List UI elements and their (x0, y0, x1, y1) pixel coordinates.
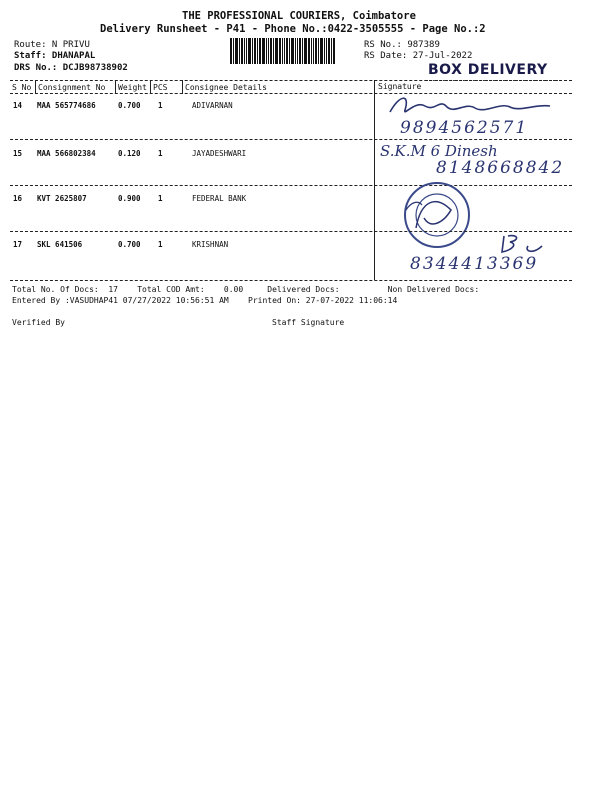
entered-line: Entered By :VASUDHAP41 07/27/2022 10:56:51 AM Printed On: 27-07-2022 11:06:14 (12, 296, 398, 305)
row-16-consignment: KVT 2625807 (37, 194, 87, 203)
row-14-separator (10, 139, 572, 140)
staff-signature: Staff Signature (272, 318, 345, 327)
row-14-weight: 0.700 (118, 101, 141, 110)
col-header-pcs: PCS (153, 83, 168, 92)
row-16-pcs: 1 (158, 194, 163, 203)
col-header-consignment: Consignment No (38, 83, 106, 92)
drs-number: DRS No.: DCJB98738902 (14, 63, 128, 73)
col-header-consignee: Consignee Details (185, 83, 267, 92)
runsheet-title: Delivery Runsheet - P41 - Phone No.:0422-3505555 - Page No.:2 (100, 23, 486, 35)
col-header-signature: Signature (378, 82, 422, 91)
row-17-weight: 0.700 (118, 240, 141, 249)
row-14-consignment: MAA 565774686 (37, 101, 96, 110)
rs-date: RS Date: 27-Jul-2022 (364, 51, 473, 61)
row-17-consignment: SKL 641506 (37, 240, 83, 249)
table-top-rule (10, 80, 572, 81)
row-15-handwritten-phone: 8148668842 (436, 158, 565, 178)
barcode (230, 38, 355, 64)
row-14-pcs: 1 (158, 101, 163, 110)
row-17-sno: 17 (13, 240, 23, 249)
bank-seal-stamp (396, 180, 478, 254)
company-title: THE PROFESSIONAL COURIERS, Coimbatore (182, 10, 416, 22)
row-15-weight: 0.120 (118, 149, 141, 158)
col-divider-1 (35, 80, 36, 94)
row-17-consignee: KRISHNAN (192, 240, 229, 249)
row-14-handwritten-phone: 9894562571 (400, 118, 529, 138)
col-divider-4 (182, 80, 183, 94)
box-delivery-stamp: BOX DELIVERY (428, 62, 548, 78)
col-header-weight: Weight (118, 83, 147, 92)
staff: Staff: DHANAPAL (14, 51, 96, 61)
row-15-consignment: MAA 566802384 (37, 149, 96, 158)
col-divider-2 (115, 80, 116, 94)
rs-number: RS No.: 987389 (364, 40, 440, 50)
row-14-consignee: ADIVARNAN (192, 101, 233, 110)
row-16-sno: 16 (13, 194, 23, 203)
totals-line: Total No. Of Docs: 17 Total COD Amt: 0.00 Delivered Docs: Non Delivered Docs: (12, 285, 480, 294)
row-15-separator (10, 185, 572, 186)
row-17-handwritten-phone: 8344413369 (410, 254, 539, 274)
col-header-sno: S No (12, 83, 32, 92)
route: Route: N PRIVU (14, 40, 90, 50)
row-15-handwritten-name: S.K.M 6 Dinesh (380, 142, 498, 160)
verified-by: Verified By (12, 318, 65, 327)
row-15-pcs: 1 (158, 149, 163, 158)
col-divider-5 (374, 80, 375, 280)
table-bottom-rule (10, 280, 572, 281)
row-16-consignee: FEDERAL BANK (192, 194, 247, 203)
col-divider-3 (150, 80, 151, 94)
row-17-pcs: 1 (158, 240, 163, 249)
row-16-weight: 0.900 (118, 194, 141, 203)
row-16-separator (10, 231, 572, 232)
row-15-consignee: JAYADESHWARI (192, 149, 247, 158)
row-14-sno: 14 (13, 101, 23, 110)
row-15-sno: 15 (13, 149, 23, 158)
